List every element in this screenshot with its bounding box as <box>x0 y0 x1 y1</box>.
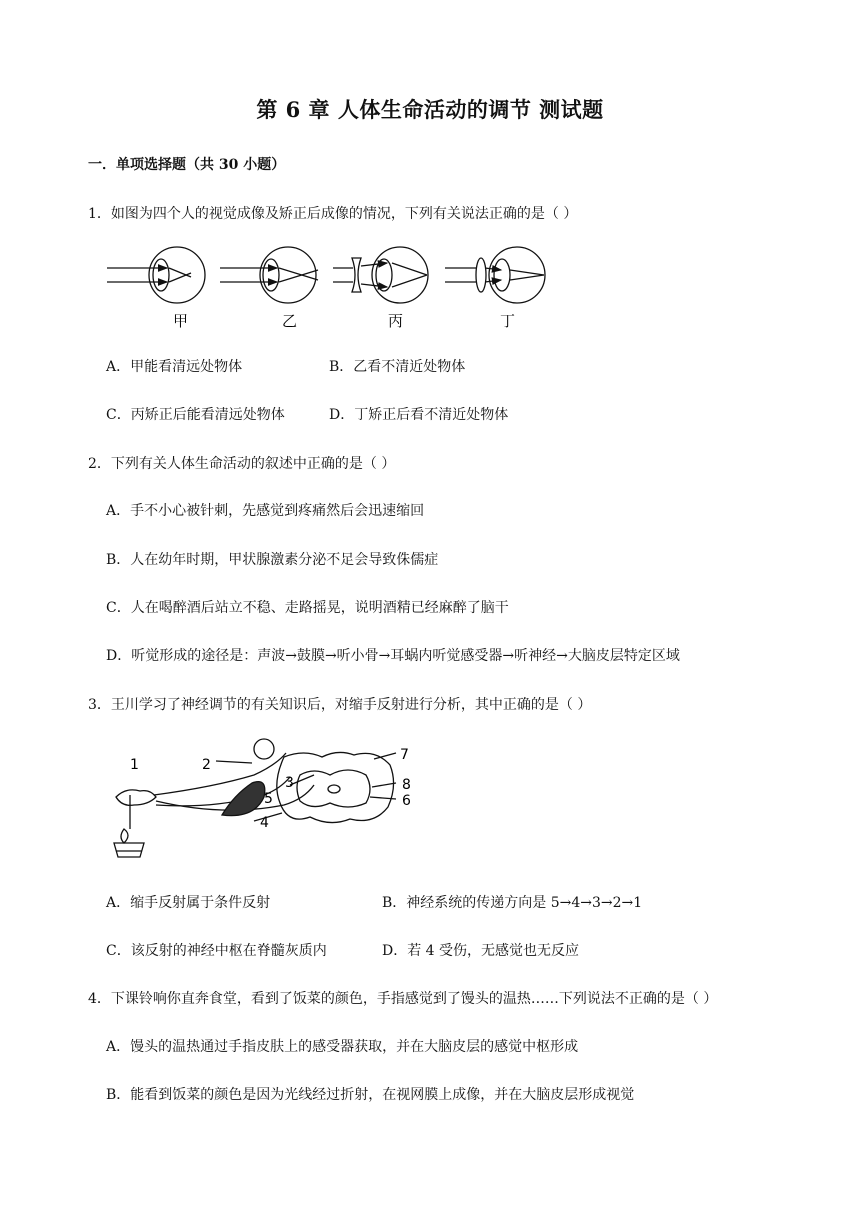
reflex-arc-figure <box>104 735 424 863</box>
eye-diagram-figure <box>105 244 565 334</box>
question-3-option-b: B．神经系统的传递方向是 5→4→3→2→1 <box>382 895 643 911</box>
eye-diagram-ding <box>445 247 545 303</box>
section-heading: 一．单项选择题（共 30 小题） <box>88 157 286 173</box>
reflex-label-5: 5 <box>264 791 273 807</box>
eye-diagram-jia <box>107 247 205 303</box>
question-4-option-a: A．馒头的温热通过手指皮肤上的感受器获取，并在大脑皮层的感觉中枢形成 <box>106 1039 579 1055</box>
reflex-label-6: 6 <box>402 793 411 809</box>
question-4-stem: 4．下课铃响你直奔食堂，看到了饭菜的颜色，手指感觉到了馒头的温热……下列说法不正确的是（ ） <box>88 991 718 1007</box>
question-2-option-d: D．听觉形成的途径是：声波→鼓膜→听小骨→耳蜗内听觉感受器→听神经→大脑皮层特定区域 <box>106 648 680 664</box>
question-4-option-b: B．能看到饭菜的颜色是因为光线经过折射，在视网膜上成像，并在大脑皮层形成视觉 <box>106 1087 635 1103</box>
question-2-option-c: C．人在喝醉酒后站立不稳、走路摇晃，说明酒精已经麻醉了脑干 <box>106 600 509 616</box>
eye-diagram-bing <box>333 247 428 303</box>
eye-diagram-yi <box>220 247 318 303</box>
page-title: 第 6 章 人体生命活动的调节 测试题 <box>256 97 604 122</box>
question-1-option-c: C．丙矫正后能看清远处物体 <box>106 407 285 423</box>
reflex-label-3: 3 <box>285 775 294 791</box>
question-1-stem: 1．如图为四个人的视觉成像及矫正后成像的情况，下列有关说法正确的是（ ） <box>88 206 578 222</box>
question-3-option-d: D．若 4 受伤，无感觉也无反应 <box>382 943 580 959</box>
figure-label-yi: 乙 <box>282 312 298 330</box>
question-3-option-a: A．缩手反射属于条件反射 <box>106 895 271 911</box>
figure-label-ding: 丁 <box>500 312 516 330</box>
question-1-option-b: B．乙看不清近处物体 <box>329 359 466 375</box>
reflex-label-4: 4 <box>260 815 269 831</box>
reflex-label-8: 8 <box>402 777 411 793</box>
reflex-label-2: 2 <box>202 757 211 773</box>
figure-label-jia: 甲 <box>173 312 189 330</box>
question-1-option-d: D．丁矫正后看不清近处物体 <box>329 407 509 423</box>
question-3-stem: 3．王川学习了神经调节的有关知识后，对缩手反射进行分析，其中正确的是（ ） <box>88 697 592 713</box>
reflex-label-1: 1 <box>130 757 139 773</box>
question-3-option-c: C．该反射的神经中枢在脊髓灰质内 <box>106 943 327 959</box>
question-2-option-a: A．手不小心被针刺，先感觉到疼痛然后会迅速缩回 <box>106 503 425 519</box>
question-2-stem: 2．下列有关人体生命活动的叙述中正确的是（ ） <box>88 456 396 472</box>
question-1-option-a: A．甲能看清远处物体 <box>106 359 243 375</box>
figure-label-bing: 丙 <box>388 312 404 330</box>
question-2-option-b: B．人在幼年时期，甲状腺激素分泌不足会导致侏儒症 <box>106 552 439 568</box>
reflex-label-7: 7 <box>400 747 409 763</box>
